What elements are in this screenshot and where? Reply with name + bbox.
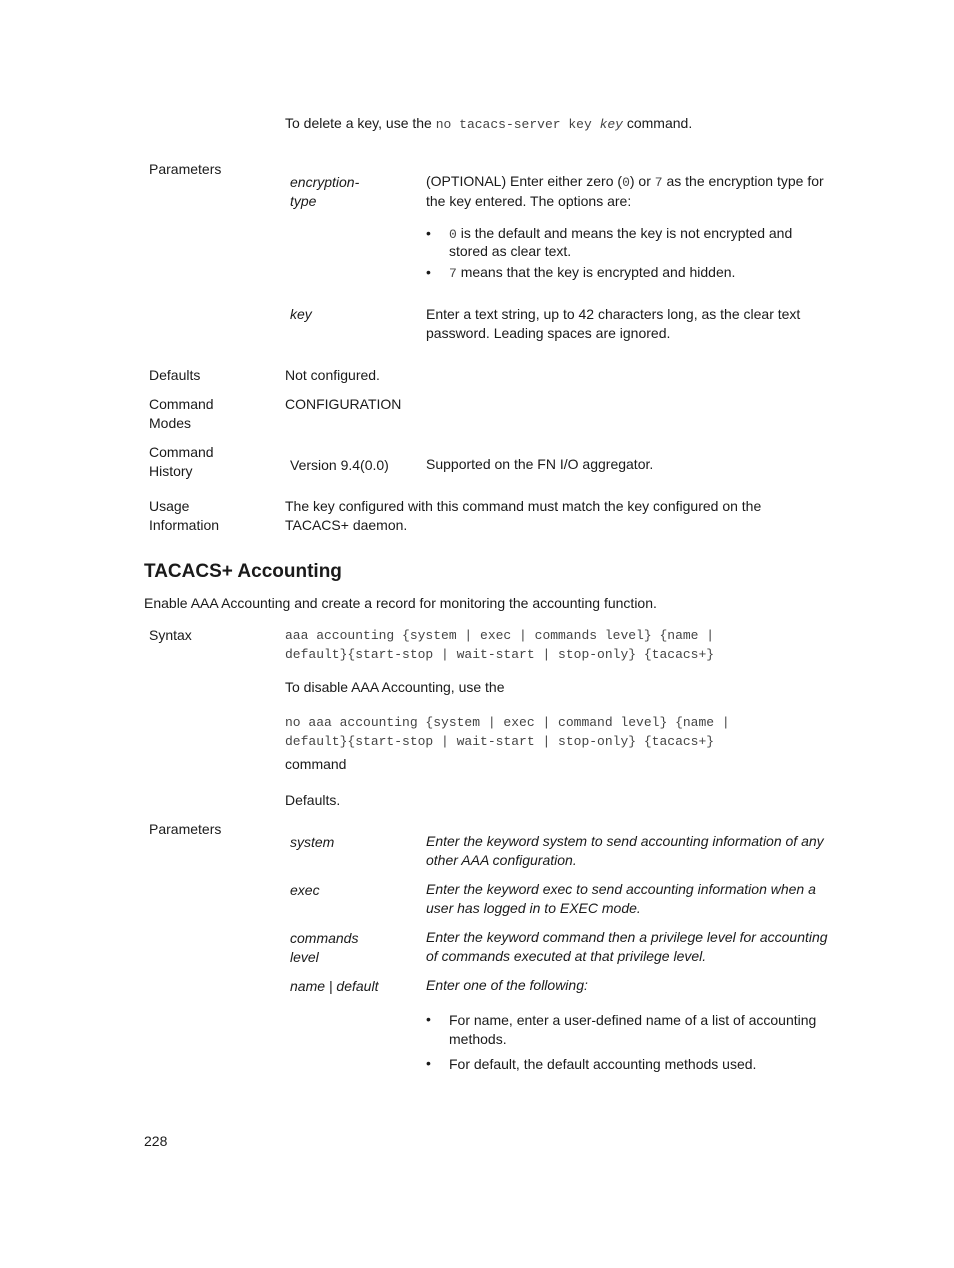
code-zero: 0 bbox=[449, 227, 457, 242]
parameters-label: Parameters bbox=[149, 821, 222, 837]
history-desc: Supported on the FN I/O aggregator. bbox=[426, 456, 654, 472]
code-line: default}{start-stop | wait-start | stop-only} {tacacs+} bbox=[285, 734, 715, 749]
bullet-desc: means that the key is encrypted and hidden. bbox=[456, 264, 736, 280]
code-zero: 0 bbox=[622, 175, 630, 190]
param-encryption-type-term: encryption-type bbox=[290, 174, 360, 209]
intro-code-italic: key bbox=[599, 117, 623, 132]
code-seven: 7 bbox=[449, 266, 457, 281]
param-name-default-desc: Enter one of the following: bbox=[426, 977, 588, 993]
code-seven: 7 bbox=[654, 175, 663, 190]
bullet-text: For default, the default accounting methods used. bbox=[449, 1056, 757, 1072]
bullet-icon: • bbox=[426, 225, 431, 241]
command-word: command bbox=[285, 756, 347, 772]
history-version: Version 9.4(0.0) bbox=[290, 457, 389, 473]
bullet-icon: • bbox=[426, 1055, 431, 1071]
section-intro: Enable AAA Accounting and create a record for monitoring the accounting function. bbox=[144, 595, 657, 611]
param-name-default-term: name | default bbox=[290, 978, 379, 994]
bullet-text bbox=[449, 264, 829, 282]
param-commands-level-desc: Enter the keyword command then a privilege level for accounting of commands executed at that privilege level. bbox=[426, 929, 828, 964]
desc-part: (OPTIONAL) Enter either zero ( bbox=[426, 173, 623, 189]
bullet-icon: • bbox=[426, 264, 431, 280]
code-line: aaa accounting {system | exec | commands level} {name | bbox=[285, 628, 715, 643]
desc-part: ) or bbox=[629, 173, 655, 189]
defaults-text: Defaults. bbox=[285, 792, 341, 808]
intro-text: To delete a key, use the bbox=[285, 115, 436, 131]
command-modes-value: CONFIGURATION bbox=[285, 396, 402, 412]
syntax-code bbox=[285, 626, 714, 664]
section-title: TACACS+ Accounting bbox=[144, 561, 342, 582]
intro-line bbox=[285, 114, 845, 134]
bullet-desc: is the default and means the key is not encrypted and stored as clear text. bbox=[449, 225, 793, 259]
page-number: 228 bbox=[144, 1133, 168, 1149]
param-system-desc: Enter the keyword system to send accounting information of any other AAA configuration. bbox=[426, 833, 824, 868]
param-exec-term: exec bbox=[290, 882, 320, 898]
intro-text-end: command. bbox=[622, 115, 693, 131]
no-syntax-code bbox=[285, 713, 730, 751]
command-history-label: Command History bbox=[149, 444, 214, 479]
param-key-term: key bbox=[290, 306, 312, 322]
param-key-desc: Enter a text string, up to 42 characters long, as the clear text password. Leading spaces are ignored. bbox=[426, 306, 801, 341]
bullet-text: For name, enter a user-defined name of a list of accounting methods. bbox=[449, 1012, 817, 1047]
bullet-icon: • bbox=[426, 1011, 431, 1027]
param-system-term: system bbox=[290, 834, 335, 850]
code-line: default}{start-stop | wait-start | stop-only} {tacacs+} bbox=[285, 647, 715, 662]
param-commands-level-term: commands level bbox=[290, 930, 359, 965]
parameters-label: Parameters bbox=[149, 161, 222, 177]
defaults-label: Defaults bbox=[149, 367, 201, 383]
usage-information-value: The key configured with this command must match the key configured on the TACACS+ daemon. bbox=[285, 498, 762, 533]
code-line: no aaa accounting {system | exec | command level} {name | bbox=[285, 715, 730, 730]
bullet-text bbox=[449, 225, 829, 260]
defaults-value: Not configured. bbox=[285, 367, 380, 383]
usage-information-label: Usage Information bbox=[149, 498, 220, 533]
command-modes-label: Command Modes bbox=[149, 396, 214, 431]
disable-text: To disable AAA Accounting, use the bbox=[285, 679, 505, 695]
param-exec-desc: Enter the keyword exec to send accounting information when a user has logged in to EXEC mode. bbox=[426, 881, 816, 916]
syntax-label: Syntax bbox=[149, 627, 192, 643]
desc-part: as the encryption type for the key entered. The options are: bbox=[426, 173, 824, 209]
param-encryption-type-desc bbox=[426, 172, 836, 211]
intro-code: no tacacs-server key bbox=[435, 117, 600, 132]
